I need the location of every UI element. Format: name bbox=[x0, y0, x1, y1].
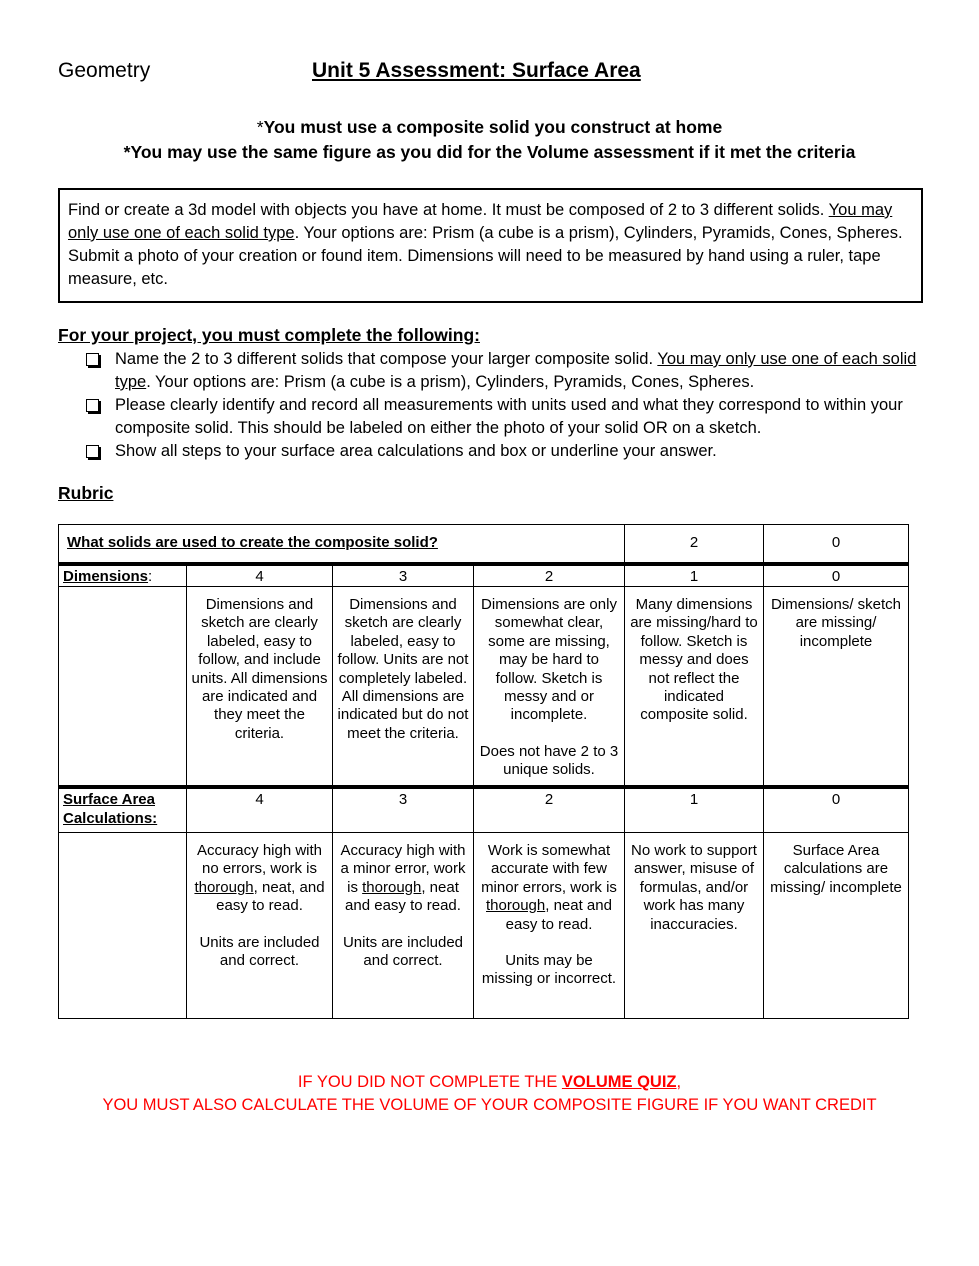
instructions-text-2: . Your options are: Prism (a cube is a prism), Cylinders, Pyramids, Cones, Spheres. Submit a photo of your creation or found item. Dimensions will need to be measured by hand using a ruler, tape measure, etc. bbox=[68, 224, 903, 288]
sa-desc-2a: Work is somewhat accurate with few minor errors, work is bbox=[481, 841, 617, 896]
requirement-item bbox=[86, 440, 926, 463]
sa-desc-2u: thorough bbox=[486, 897, 546, 915]
empty-cell bbox=[59, 832, 187, 1018]
table-row bbox=[59, 586, 909, 787]
requirement-item bbox=[86, 394, 926, 440]
sa-desc-2 bbox=[474, 832, 625, 1018]
dim-desc-4: Dimensions and sketch are clearly labeled, easy to follow, and include units. All dimensions are indicated and they meet the criteria. bbox=[187, 586, 333, 787]
sa-desc-3c: Units are included and correct. bbox=[342, 933, 464, 969]
requirement-underline: You may only use one of each solid type bbox=[115, 350, 917, 391]
requirement-text: Please clearly identify and record all measurements with units used and what they correspond to within your composite solid. This should be labeled on either the photo of your solid OR on a sketch. bbox=[115, 396, 903, 437]
footer-line-2: YOU MUST ALSO CALCULATE THE VOLUME OF YOUR COMPOSITE FIGURE IF YOU WANT CREDIT bbox=[102, 1096, 877, 1114]
dim-score-2: 2 bbox=[474, 564, 625, 587]
sa-desc-3b: , neat and easy to read. bbox=[345, 878, 461, 915]
table-row bbox=[59, 564, 909, 587]
empty-cell bbox=[59, 586, 187, 787]
dim-desc-2b: Does not have 2 to 3 unique solids. bbox=[479, 742, 619, 779]
solids-score-2: 2 bbox=[625, 525, 764, 564]
sa-desc-4a: Accuracy high with no errors, work is bbox=[196, 841, 323, 878]
solids-question: What solids are used to create the composite solid? bbox=[59, 525, 625, 564]
dimensions-label bbox=[59, 564, 187, 587]
sa-desc-2b: , neat and easy to read. bbox=[505, 897, 612, 933]
requirements-heading: For your project, you must complete the following: bbox=[58, 325, 480, 345]
instructions-text-1: Find or create a 3d model with objects you have at home. It must be composed of 2 to 3 different solids. bbox=[68, 201, 829, 219]
sa-desc-2c: Units may be missing or incorrect. bbox=[481, 951, 617, 988]
sa-label-1: Surface Area bbox=[63, 791, 155, 809]
page-title: Unit 5 Assessment: Surface Area bbox=[312, 59, 641, 82]
dim-desc-2a: Dimensions are only somewhat clear, some are missing, may be hard to follow. Sketch is messy and or incomplete. bbox=[481, 595, 617, 724]
sa-label-2: Calculations: bbox=[63, 809, 158, 827]
volume-quiz-link[interactable]: VOLUME QUIZ bbox=[561, 1073, 677, 1091]
sa-desc-4b: , neat, and easy to read. bbox=[216, 878, 325, 915]
sa-desc-3u: thorough bbox=[362, 878, 422, 896]
subject-label: Geometry bbox=[58, 59, 151, 82]
footer-line-1 bbox=[0, 1071, 979, 1094]
dim-desc-0: Dimensions/ sketch are missing/ incomplete bbox=[764, 586, 909, 787]
footer-text: IF YOU DID NOT COMPLETE THE bbox=[297, 1073, 562, 1091]
sa-desc-4c: Units are included and correct. bbox=[199, 933, 320, 969]
notice-same-figure: *You may use the same figure as you did for the Volume assessment if it met the criteria bbox=[123, 142, 856, 162]
solids-score-0: 0 bbox=[764, 525, 909, 564]
checkbox-icon bbox=[86, 399, 99, 412]
sa-label bbox=[59, 787, 187, 832]
sa-desc-3a: Accuracy high with a minor error, work is bbox=[340, 841, 466, 896]
requirements-list bbox=[86, 348, 926, 463]
instructions-underline: You may only use one of each solid type bbox=[68, 201, 893, 242]
sa-desc-0: Surface Area calculations are missing/ incomplete bbox=[764, 832, 909, 1018]
requirement-text: Show all steps to your surface area calculations and box or underline your answer. bbox=[115, 442, 717, 460]
dim-score-0: 0 bbox=[764, 564, 909, 587]
dim-desc-3: Dimensions and sketch are clearly labeled, easy to follow. Units are not completely labeled. All dimensions are indicated but do not meet the criteria. bbox=[333, 586, 474, 787]
dim-score-4: 4 bbox=[187, 564, 333, 587]
table-row bbox=[59, 525, 909, 564]
sa-score-2: 2 bbox=[474, 787, 625, 832]
dim-score-3: 3 bbox=[333, 564, 474, 587]
sa-score-0: 0 bbox=[764, 787, 909, 832]
dimensions-colon: : bbox=[148, 567, 153, 585]
requirement-text: Name the 2 to 3 different solids that compose your larger composite solid. bbox=[115, 350, 658, 368]
dimensions-label-text: Dimensions bbox=[63, 567, 149, 585]
sa-desc-3 bbox=[333, 832, 474, 1018]
dim-desc-1: Many dimensions are missing/hard to follow. Sketch is messy and does not reflect the indicated composite solid. bbox=[625, 586, 764, 787]
checkbox-icon bbox=[86, 353, 99, 366]
sa-score-3: 3 bbox=[333, 787, 474, 832]
footer-warning bbox=[0, 1071, 979, 1117]
notice-construct-at-home bbox=[0, 117, 979, 138]
sa-desc-4 bbox=[187, 832, 333, 1018]
requirement-item bbox=[86, 348, 926, 394]
rubric-table bbox=[58, 524, 909, 1019]
rubric-heading: Rubric bbox=[58, 483, 114, 503]
table-row bbox=[59, 787, 909, 832]
notice-line1-text: You must use a composite solid you construct at home bbox=[263, 117, 723, 137]
dim-score-1: 1 bbox=[625, 564, 764, 587]
dim-desc-2 bbox=[474, 586, 625, 787]
sa-desc-4u: thorough bbox=[194, 878, 254, 896]
table-row bbox=[59, 832, 909, 1018]
requirement-text: . Your options are: Prism (a cube is a prism), Cylinders, Pyramids, Cones, Spheres. bbox=[146, 373, 755, 391]
sa-score-1: 1 bbox=[625, 787, 764, 832]
sa-score-4: 4 bbox=[187, 787, 333, 832]
notice-star: * bbox=[256, 117, 264, 137]
checkbox-icon bbox=[86, 445, 99, 458]
footer-comma: , bbox=[676, 1073, 682, 1091]
sa-desc-1: No work to support answer, misuse of formulas, and/or work has many inaccuracies. bbox=[625, 832, 764, 1018]
instructions-box bbox=[58, 188, 923, 303]
